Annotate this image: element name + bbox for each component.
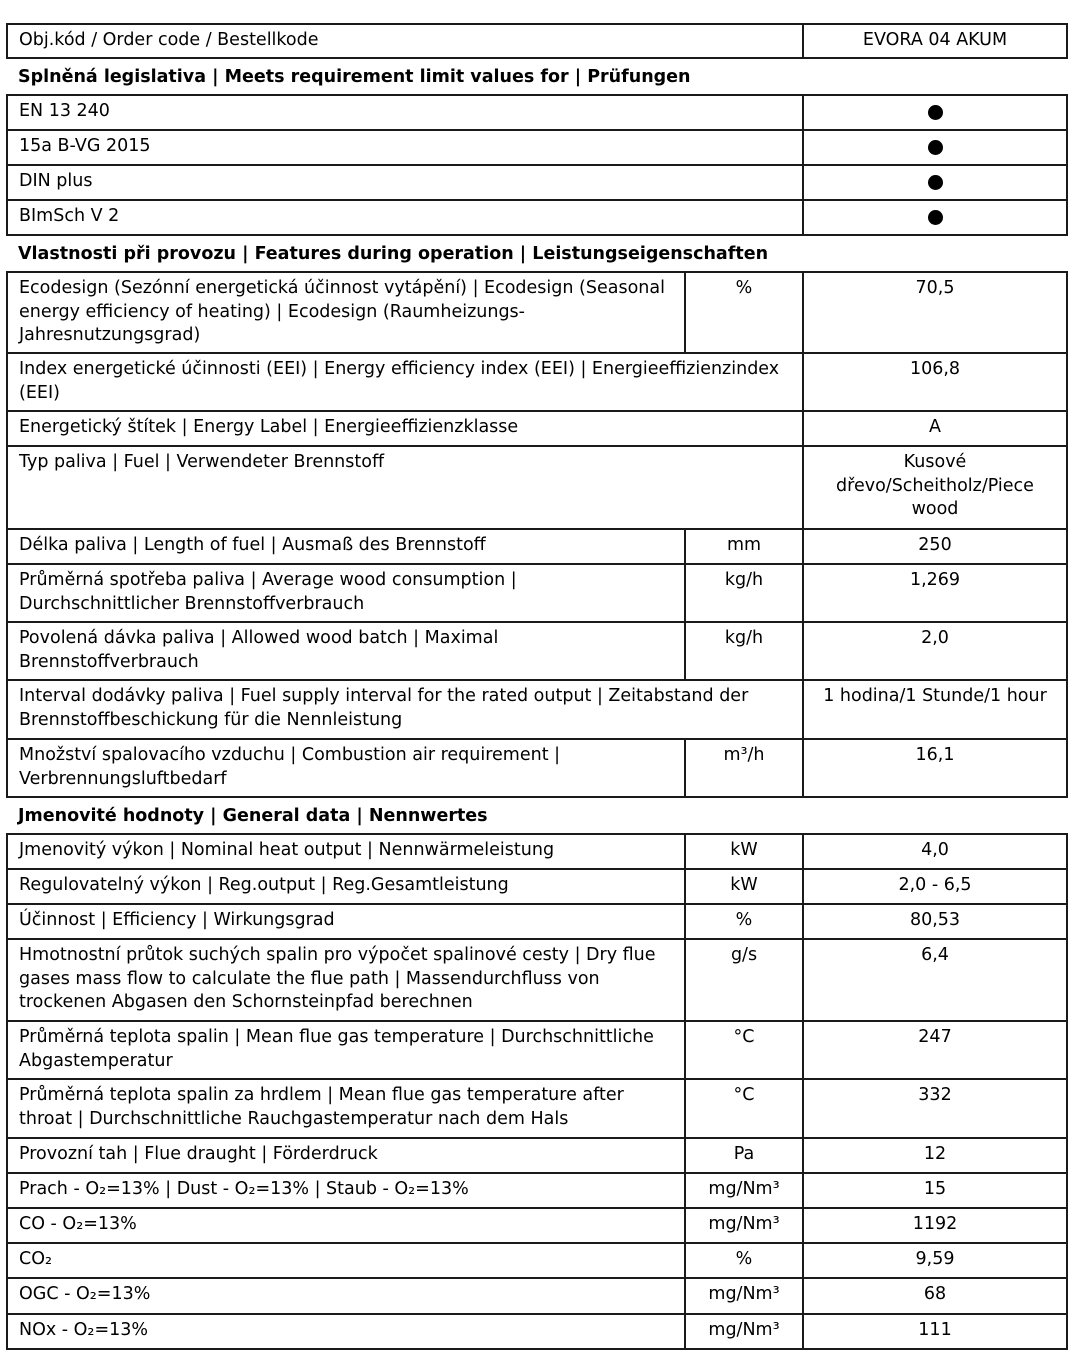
row-value: A [803,411,1067,446]
row-value: 15 [803,1173,1067,1208]
row-value [803,200,1067,235]
row-unit: mg/Nm³ [685,1208,803,1243]
order-code-table [6,23,1068,59]
table-row [7,200,1067,235]
row-label: Regulovatelný výkon | Reg.output | Reg.Gesamtleistung [7,869,685,904]
table-row [7,1314,1067,1349]
row-label: DIN plus [7,165,803,200]
row-label: Průměrná teplota spalin | Mean flue gas temperature | Durchschnittliche Abgastemperatur [7,1021,685,1079]
row-label: BImSch V 2 [7,200,803,235]
filled-circle-icon [928,175,943,190]
row-label: Prach - O₂=13% | Dust - O₂=13% | Staub - O₂=13% [7,1173,685,1208]
table-row [7,130,1067,165]
row-unit: mg/Nm³ [685,1278,803,1314]
row-value: 250 [803,529,1067,564]
row-label: Jmenovitý výkon | Nominal heat output | Nennwärmeleistung [7,834,685,869]
row-value: 16,1 [803,739,1067,797]
row-unit: °C [685,1079,803,1138]
general-data-table [6,833,1068,1350]
row-unit: g/s [685,939,803,1021]
row-label: Množství spalovacího vzduchu | Combustion air requirement | Verbrennungsluftbedarf [7,739,685,797]
filled-circle-icon [928,105,943,120]
table-row [7,1138,1067,1173]
table-row [7,904,1067,939]
table-row [7,1079,1067,1138]
row-unit: mg/Nm³ [685,1173,803,1208]
row-value: 1192 [803,1208,1067,1243]
table-row [7,739,1067,797]
row-label: CO - O₂=13% [7,1208,685,1243]
table-row [7,95,1067,130]
row-value: 12 [803,1138,1067,1173]
table-row [7,353,1067,411]
table-row [7,1243,1067,1278]
spec-sheet [6,23,1066,1350]
row-value: 1,269 [803,564,1067,622]
row-value: 4,0 [803,834,1067,869]
row-value [803,130,1067,165]
table-row [7,1021,1067,1079]
table-row [7,680,1067,739]
row-label: Povolená dávka paliva | Allowed wood batch | Maximal Brennstoffverbrauch [7,622,685,680]
table-row [7,411,1067,446]
row-label: Průměrná spotřeba paliva | Average wood consumption | Durchschnittlicher Brennstoffverbrauch [7,564,685,622]
row-label: Index energetické účinnosti (EEI) | Energy efficiency index (EEI) | Energieeffizienzindex (EEI) [7,353,803,411]
table-row [7,446,1067,529]
row-unit: mg/Nm³ [685,1314,803,1349]
row-label: OGC - O₂=13% [7,1278,685,1314]
table-row [7,834,1067,869]
row-value: 1 hodina/1 Stunde/1 hour [803,680,1067,739]
row-value: 106,8 [803,353,1067,411]
row-value: 111 [803,1314,1067,1349]
row-unit: Pa [685,1138,803,1173]
order-code-row [7,24,1067,58]
row-label: Provozní tah | Flue draught | Förderdruck [7,1138,685,1173]
order-code-value: EVORA 04 AKUM [803,24,1067,58]
row-label: Ecodesign (Sezónní energetická účinnost vytápění) | Ecodesign (Seasonal energy efficiency of heating) | Ecodesign (Raumheizungs-Jahresnutzungsgrad) [7,272,685,353]
row-label: Interval dodávky paliva | Fuel supply interval for the rated output | Zeitabstand der Brennstoffbeschickung für die Nennleistung [7,680,803,739]
row-unit: kW [685,834,803,869]
table-row [7,869,1067,904]
row-label: Průměrná teplota spalin za hrdlem | Mean flue gas temperature after throat | Durchschnittliche Rauchgastemperatur nach dem Hals [7,1079,685,1138]
row-value: 6,4 [803,939,1067,1021]
table-row [7,564,1067,622]
row-value [803,165,1067,200]
row-unit: mm [685,529,803,564]
row-unit: % [685,272,803,353]
operation-table [6,271,1068,798]
row-value: 2,0 [803,622,1067,680]
row-unit: % [685,1243,803,1278]
filled-circle-icon [928,140,943,155]
row-value: 2,0 - 6,5 [803,869,1067,904]
row-value: Kusové dřevo/Scheitholz/Piece wood [803,446,1067,529]
filled-circle-icon [928,210,943,225]
table-row [7,939,1067,1021]
row-label: Typ paliva | Fuel | Verwendeter Brennstoff [7,446,803,529]
row-label: CO₂ [7,1243,685,1278]
row-label: Energetický štítek | Energy Label | Energieeffizienzklasse [7,411,803,446]
order-code-label: Obj.kód / Order code / Bestellkode [7,24,803,58]
row-value: 9,59 [803,1243,1067,1278]
section-heading-general: Jmenovité hodnoty | General data | Nennwertes [18,806,488,826]
table-row [7,622,1067,680]
row-unit: kg/h [685,622,803,680]
row-unit: kg/h [685,564,803,622]
section-heading-operation: Vlastnosti při provozu | Features during operation | Leistungseigenschaften [18,244,769,264]
table-row [7,1208,1067,1243]
table-row [7,272,1067,353]
row-label: Účinnost | Efficiency | Wirkungsgrad [7,904,685,939]
row-label: Délka paliva | Length of fuel | Ausmaß des Brennstoff [7,529,685,564]
row-unit: kW [685,869,803,904]
table-row [7,529,1067,564]
row-value: 247 [803,1021,1067,1079]
row-label: EN 13 240 [7,95,803,130]
row-value: 80,53 [803,904,1067,939]
row-label: NOx - O₂=13% [7,1314,685,1349]
section-heading-legislation: Splněná legislativa | Meets requirement limit values for | Prüfungen [18,67,691,87]
table-row [7,165,1067,200]
row-value: 332 [803,1079,1067,1138]
legislation-table [6,94,1068,236]
row-unit: m³/h [685,739,803,797]
row-label: Hmotnostní průtok suchých spalin pro výpočet spalinové cesty | Dry flue gases mass flow to calculate the flue path | Massendurchfluss von trockenen Abgasen den Schornsteinpfad berechnen [7,939,685,1021]
table-row [7,1173,1067,1208]
row-value [803,95,1067,130]
row-value: 68 [803,1278,1067,1314]
table-row [7,1278,1067,1314]
row-unit: % [685,904,803,939]
row-unit: °C [685,1021,803,1079]
row-label: 15a B-VG 2015 [7,130,803,165]
row-value: 70,5 [803,272,1067,353]
